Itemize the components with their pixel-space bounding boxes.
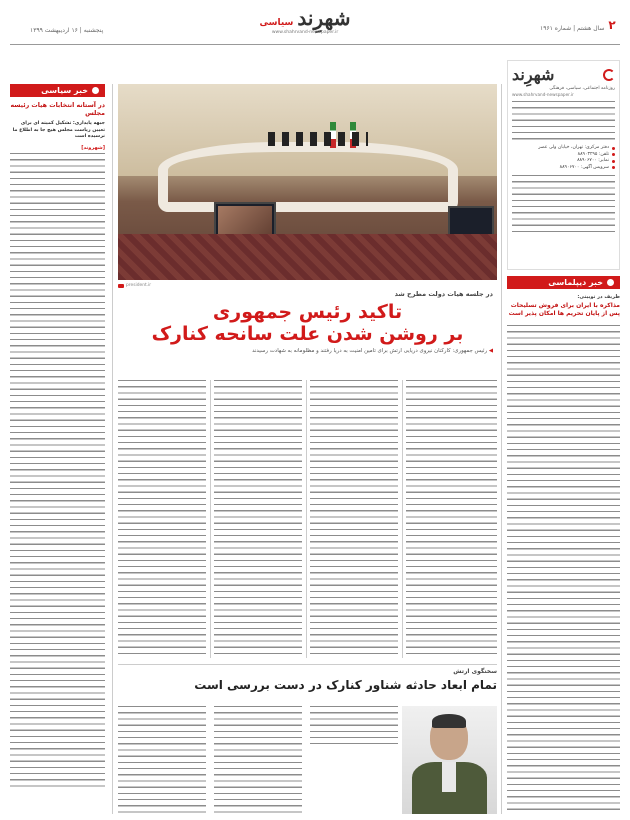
main-headline-line2: بر روشن شدن علت سانحه کنارک <box>151 323 464 345</box>
section-tag-diplomacy <box>507 276 620 289</box>
main-body-col-2 <box>214 380 302 658</box>
red-crescent-icon <box>603 69 615 81</box>
column-rule-right <box>501 84 502 814</box>
left-subhead: جبهه پایداری: تشکیل کمیته ای برای تعیین ریاست مجلس هیچ جا به اطلاع ما نرسیده است <box>12 121 105 139</box>
contact-item: سرویس آگهی: ۸۸۹۰۶۷۰۰ <box>512 165 615 172</box>
main-body-col-3 <box>310 380 398 658</box>
masthead-rule <box>10 44 620 45</box>
page-number: ۲ <box>608 18 616 32</box>
contact-item: تلفن: ۸۸۹۰۳۲۹۵ <box>512 152 615 159</box>
bottom-body-col-3 <box>310 706 398 744</box>
diplomacy-body-text <box>507 325 620 814</box>
left-sidebar <box>10 84 105 814</box>
sidebar-logo-caption: روزنامه اجتماعی، سیاسی، فرهنگی <box>549 86 615 91</box>
main-headline-block <box>118 290 497 373</box>
logo-sub: سیاسی <box>259 18 294 28</box>
section-tag-label: خبر سیاسی <box>41 86 88 95</box>
publisher-credits <box>512 101 615 141</box>
masthead-date: پنجشنبه | ۱۶ اردیبهشت ۱۳۹۹ <box>30 27 104 34</box>
photo-credit: president.ir <box>118 283 151 288</box>
sidebar-logo: شهرِند <box>512 65 555 84</box>
left-kicker: [شهروند] <box>81 144 105 151</box>
column-rule <box>210 380 211 658</box>
bullet-icon <box>612 166 615 169</box>
contact-item: دفتر مرکزی: تهران، خیابان ولی عصر <box>512 145 615 152</box>
diplomacy-kicker: ظریف در توییتی: <box>577 294 620 300</box>
section-rule <box>118 664 497 665</box>
left-headline: در آستانه انتخابات هیات رئیسه مجلس <box>10 102 105 117</box>
logo-main: شهرِند <box>297 6 351 30</box>
bullet-icon <box>612 147 615 150</box>
masthead-logo <box>250 6 360 36</box>
bottom-body-col-1 <box>118 706 206 814</box>
masthead-issue: سال هشتم | شماره ۱۹۶۱ <box>540 25 605 32</box>
section-tag-label: خبر دیپلماسی <box>548 278 603 287</box>
publisher-box <box>507 60 620 270</box>
contact-item: نمابر: ۸۸۹۰۶۷۰۰ <box>512 158 615 165</box>
main-headline-line1: تاکید رئیس جمهوری <box>212 301 403 323</box>
contact-list <box>512 145 615 171</box>
main-kicker: در جلسه هیات دولت مطرح شد <box>394 290 493 298</box>
column-rule-left <box>112 84 113 814</box>
publisher-details <box>512 175 615 235</box>
bottom-headline-block <box>118 668 497 704</box>
diplomacy-section <box>507 276 620 318</box>
main-body-col-1 <box>118 380 206 658</box>
section-tag-icon <box>92 87 99 94</box>
camera-icon <box>118 284 124 288</box>
masthead-website: www.shahrvand-newspaper.ir <box>271 30 339 35</box>
sidebar-website: www.shahrvand-newspaper.ir <box>512 92 574 97</box>
bottom-body-col-2 <box>214 706 302 814</box>
bullet-icon <box>612 160 615 163</box>
left-body-text <box>10 153 105 787</box>
spokesperson-portrait <box>402 706 497 814</box>
column-rule <box>402 380 403 658</box>
bullet-icon <box>612 153 615 156</box>
bottom-headline: تمام ابعاد حادثه شناور کنارک در دست بررسی است <box>194 678 497 692</box>
section-tag-icon <box>607 279 614 286</box>
masthead <box>0 0 630 44</box>
section-tag-political <box>10 84 105 97</box>
bottom-kicker: سخنگوی ارتش <box>453 668 497 675</box>
main-lead: ◀ رئیس جمهوری: کارکنان نیروی دریایی ارتش برای تامین امنیت به دریا رفتند و مظلومانه به شهادت رسیدند <box>252 348 493 354</box>
column-rule <box>306 380 307 658</box>
cabinet-meeting-photo <box>118 84 497 280</box>
diplomacy-headline: مذاکره با ایران برای فروش تسلیحات پس از پایان تحریم ها امکان پذیر است <box>508 302 620 317</box>
main-body-col-4 <box>406 380 497 658</box>
